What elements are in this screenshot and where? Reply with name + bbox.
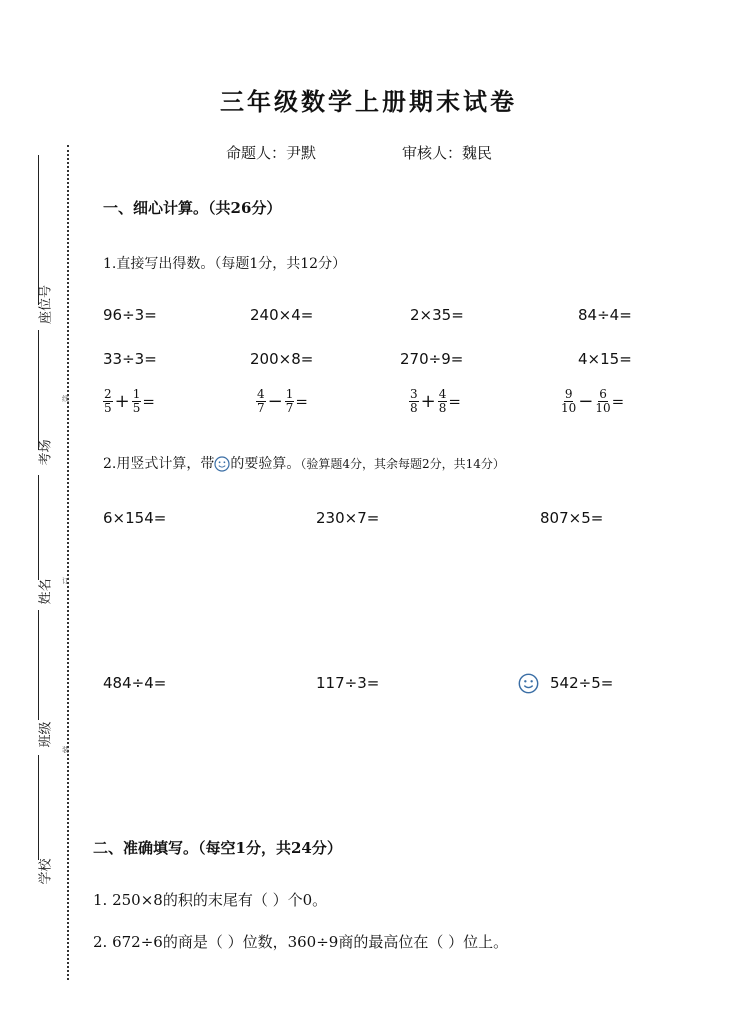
fraction-problem-4: $\frac{9}{10}$ − $\frac{6}{10}$ = — [561, 387, 625, 415]
problem-4x15: 4×15= — [578, 350, 632, 368]
problem-230x7: 230×7= — [316, 509, 380, 527]
problem-33div3: 33÷3= — [103, 350, 157, 368]
blank-line-class — [38, 610, 39, 720]
fraction-problem-1: $\frac{2}{5}$ + $\frac{1}{5}$ = — [104, 387, 155, 415]
label-seat: 座位号 — [38, 285, 54, 325]
problem-84div4: 84÷4= — [578, 306, 632, 324]
problem-96div3: 96÷3= — [103, 306, 157, 324]
fill-question-2: 2. 672÷6的商是（ ）位数，360÷9商的最高位在（ ）位上。 — [93, 933, 509, 951]
problem-200x8: 200×8= — [250, 350, 314, 368]
problem-6x154: 6×154= — [103, 509, 167, 527]
section2-heading: 二、准确填写。（每空1分，共24分） — [93, 839, 342, 857]
problem-240x4: 240×4= — [250, 306, 314, 324]
smiley-icon — [518, 673, 539, 694]
author-line: 命题人：尹默 — [226, 144, 317, 162]
binding-dotted-line — [67, 145, 69, 980]
problem-484div4: 484÷4= — [103, 674, 167, 692]
problem-2x35: 2×35= — [410, 306, 464, 324]
label-room: 考场 — [38, 439, 54, 466]
problem-117div3: 117÷3= — [316, 674, 380, 692]
part1-heading: 1.直接写出得数。（每题1分，共12分） — [103, 256, 347, 272]
label-school: 学校 — [38, 858, 54, 885]
reviewer-line: 审核人：魏民 — [402, 144, 493, 162]
fill-question-1: 1. 250×8的积的末尾有（ ）个0。 — [93, 891, 328, 909]
label-name: 姓名 — [38, 578, 54, 605]
page-title: 三年级数学上册期末试卷 — [220, 87, 517, 116]
smiley-icon — [214, 456, 230, 472]
problem-270div9: 270÷9= — [400, 350, 464, 368]
fraction-problem-3: $\frac{3}{8}$ + $\frac{4}{8}$ = — [410, 387, 461, 415]
blank-line-school — [38, 755, 39, 860]
problem-807x5: 807×5= — [540, 509, 604, 527]
mark-ding: 订 — [62, 577, 69, 585]
mark-zhuang: 装 — [62, 746, 69, 754]
blank-line-seat — [38, 155, 39, 305]
section1-heading: 一、细心计算。（共26分） — [103, 199, 282, 217]
mark-xian: 线 — [62, 395, 69, 403]
label-class: 班级 — [38, 721, 54, 748]
blank-line-name — [38, 475, 39, 580]
part2-heading: 2.用竖式计算，带 的要验算。（验算题4分，其余每题2分，共14分） — [103, 456, 505, 472]
fraction-problem-2: $\frac{4}{7}$ − $\frac{1}{7}$ = — [257, 387, 308, 415]
problem-542div5: 542÷5= — [550, 674, 614, 692]
